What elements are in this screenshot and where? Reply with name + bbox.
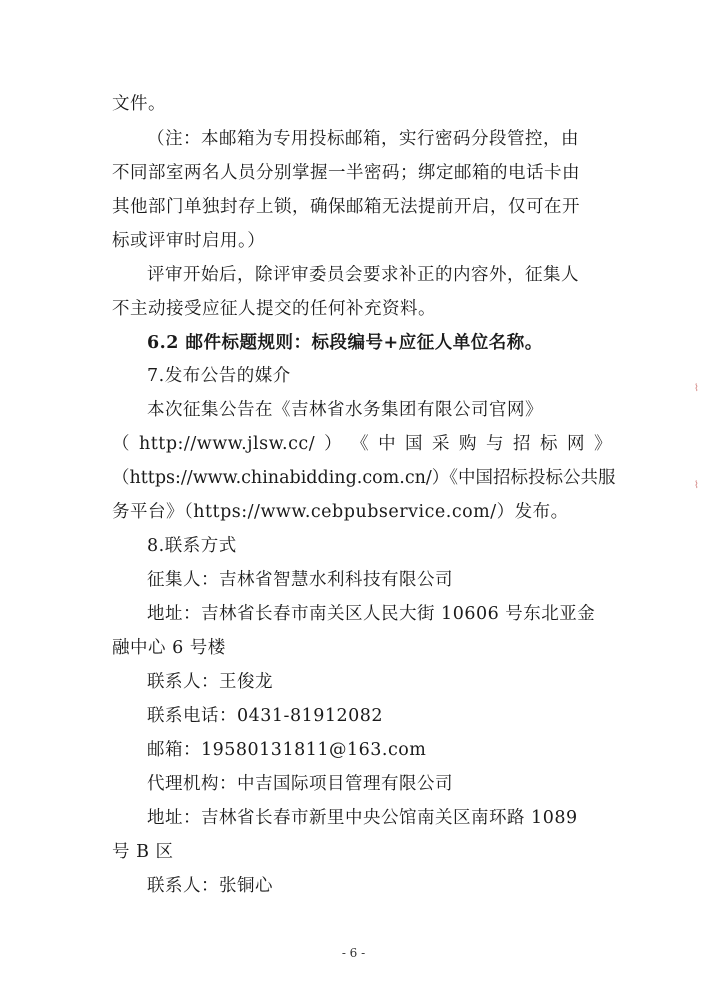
section-heading: 8.联系方式 [147, 536, 237, 556]
url-text: http://www.jlsw.cc/ [138, 434, 316, 454]
text-span: 标 [539, 434, 558, 454]
contact-line: 邮箱：19580131811@163.com [147, 740, 427, 760]
contact-line: 征集人：吉林省智慧水利科技有限公司 [147, 570, 453, 590]
paragraph-line: 不主动接受应征人提交的任何补充资料。 [112, 299, 436, 319]
text-span: ） [324, 434, 343, 454]
text-span: 购 [459, 434, 478, 454]
contact-line: 地址：吉林省长春市新里中央公馆南关区南环路 1089 [147, 808, 578, 828]
contact-line: 号 B 区 [112, 842, 174, 862]
text-span: 网 [566, 434, 585, 454]
contact-line: 融中心 6 号楼 [112, 638, 226, 658]
text-span: 《 [351, 434, 370, 454]
text-span: 中 [378, 434, 397, 454]
paragraph-line: 务平台》（https://www.cebpubservice.com/）发布。 [112, 502, 569, 522]
text-span: 》 [593, 434, 612, 454]
paragraph-line: 其他部门单独封存上锁，确保邮箱无法提前开启，仅可在开 [112, 197, 580, 217]
paragraph-line: 文件。 [112, 94, 166, 114]
paragraph-line: 本次征集公告在《吉林省水务集团有限公司官网》 [147, 400, 543, 420]
contact-line: 联系电话：0431-81912082 [147, 706, 384, 726]
text-span: 招 [512, 434, 531, 454]
scan-mark-icon: ⌇ [694, 383, 699, 394]
paragraph-line: 不同部室两名人员分别掌握一半密码；绑定邮箱的电话卡由 [112, 163, 580, 183]
paragraph-line: 评审开始后，除评审委员会要求补正的内容外，征集人 [147, 265, 579, 285]
text-span: 采 [432, 434, 451, 454]
paragraph-line-justified [112, 432, 612, 456]
contact-line: 联系人：张铜心 [147, 876, 273, 896]
scan-mark-icon: ⌇ [694, 480, 699, 491]
section-heading: 7.发布公告的媒介 [147, 366, 291, 386]
contact-line: 代理机构：中吉国际项目管理有限公司 [147, 774, 453, 794]
section-heading: 6.2 邮件标题规则：标段编号+应征人单位名称。 [147, 333, 543, 353]
text-span: 与 [486, 434, 504, 454]
text-span: （ [112, 434, 130, 454]
text-span: 国 [405, 434, 424, 454]
page-number: - 6 - [341, 946, 366, 960]
paragraph-line: 标或评审时启用。） [112, 231, 266, 251]
contact-line: 联系人：王俊龙 [147, 672, 273, 692]
paragraph-line: （https://www.chinabidding.com.cn/）《中国招标投标公共服 [112, 468, 616, 488]
paragraph-line: （注：本邮箱为专用投标邮箱，实行密码分段管控，由 [147, 129, 579, 149]
contact-line: 地址：吉林省长春市南关区人民大街 10606 号东北亚金 [147, 604, 596, 624]
